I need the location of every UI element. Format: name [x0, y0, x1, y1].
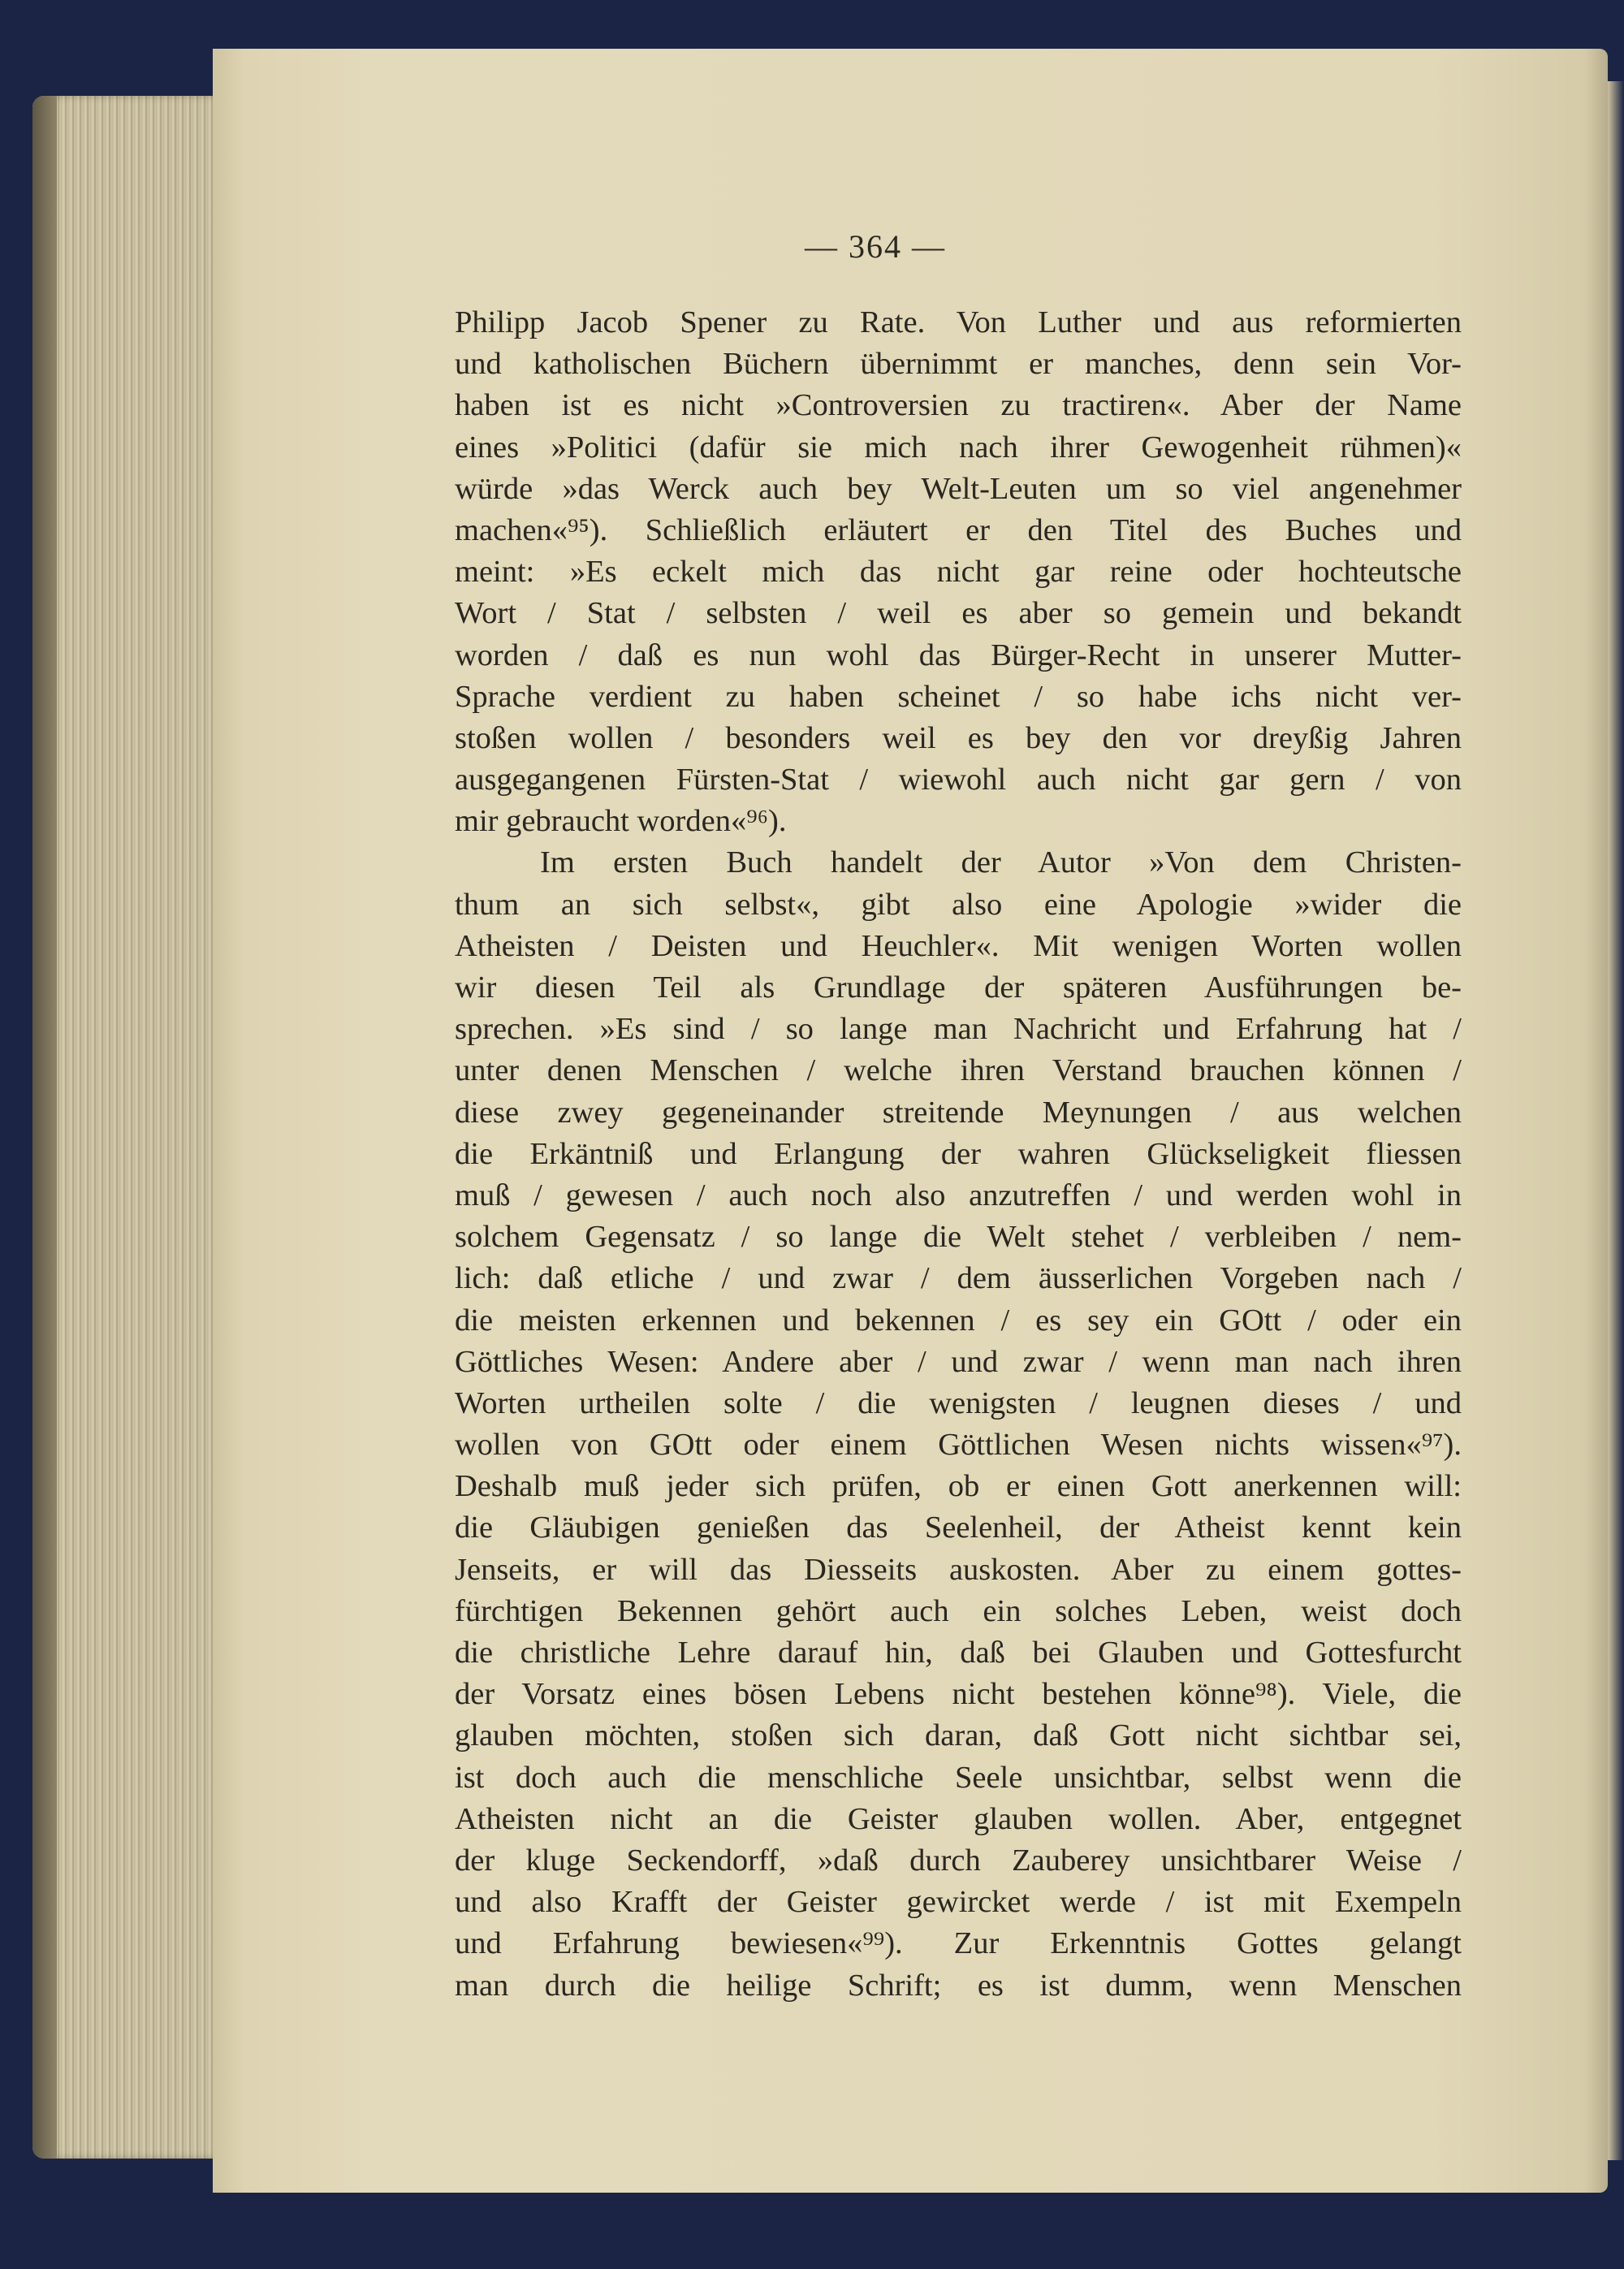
text-line: Sprache verdient zu haben scheinet / so habe ichs nicht ver- [455, 679, 1462, 714]
text-line: ausgegangenen Fürsten-Stat / wiewohl auch nicht gar gern / von [455, 763, 1462, 797]
text-line: Atheisten / Deisten und Heuchler«. Mit wenigen Worten wollen [455, 928, 1462, 963]
page-number: — 364 — [805, 228, 946, 265]
text-line: meint: »Es eckelt mich das nicht gar reine oder hochteutsche [455, 555, 1462, 590]
text-line: machen«⁹⁵). Schließlich erläutert er den Titel des Buches und [455, 512, 1462, 547]
text-line: wir diesen Teil als Grundlage der späteren Ausführungen be- [455, 970, 1462, 1005]
text-line: Jenseits, er will das Diesseits auskosten. Aber zu einem gottes- [455, 1552, 1462, 1587]
text-line: ist doch auch die menschliche Seele unsichtbar, selbst wenn die [455, 1760, 1462, 1795]
text-line: Deshalb muß jeder sich prüfen, ob er einen Gott anerkennen will: [455, 1469, 1462, 1504]
text-line: würde »das Werck auch bey Welt-Leuten um so viel angenehmer [455, 471, 1462, 506]
text-line: eines »Politici (dafür sie mich nach ihrer Gewogenheit rühmen)« [455, 430, 1462, 465]
body-text [455, 302, 1462, 2007]
text-line: und Erfahrung bewiesen«⁹⁹). Zur Erkenntnis Gottes gelangt [455, 1926, 1462, 1961]
text-line: Göttliches Wesen: Andere aber / und zwar / wenn man nach ihren [455, 1344, 1462, 1379]
text-line: solchem Gegensatz / so lange die Welt stehet / verbleiben / nem- [455, 1220, 1462, 1255]
text-line: der Vorsatz eines bösen Lebens nicht bestehen könne⁹⁸). Viele, die [455, 1677, 1462, 1712]
text-line: worden / daß es nun wohl das Bürger-Recht in unserer Mutter- [455, 637, 1462, 672]
text-line: Im ersten Buch handelt der Autor »Von dem Christen- [540, 845, 1462, 880]
text-line: haben ist es nicht »Controversien zu tractiren«. Aber der Name [455, 388, 1462, 423]
text-line: Worten urtheilen solte / die wenigsten / leugnen dieses / und [455, 1385, 1462, 1420]
text-line: thum an sich selbst«, gibt also eine Apologie »wider die [455, 887, 1462, 922]
text-line: die Erkäntniß und Erlangung der wahren Glückseligkeit fliessen [455, 1136, 1462, 1171]
text-line: und also Krafft der Geister gewircket werde / ist mit Exempeln [455, 1885, 1462, 1920]
text-line: Philipp Jacob Spener zu Rate. Von Luther und aus reformierten [455, 305, 1462, 339]
text-line: wollen von GOtt oder einem Göttlichen Wesen nichts wissen«⁹⁷). [455, 1428, 1462, 1463]
text-line: fürchtigen Bekennen gehört auch ein solches Leben, weist doch [455, 1593, 1462, 1628]
text-line: und katholischen Büchern übernimmt er manches, denn sein Vor- [455, 347, 1462, 382]
text-line: die christliche Lehre darauf hin, daß bei Glauben und Gottesfurcht [455, 1636, 1462, 1670]
text-line: Wort / Stat / selbsten / weil es aber so gemein und bekandt [455, 596, 1462, 631]
text-line: sprechen. »Es sind / so lange man Nachricht und Erfahrung hat / [455, 1012, 1462, 1047]
text-line: mir gebraucht worden«⁹⁶). [455, 804, 787, 839]
text-line: Atheisten nicht an die Geister glauben wollen. Aber, entgegnet [455, 1801, 1462, 1836]
text-line: die meisten erkennen und bekennen / es sey ein GOtt / oder ein [455, 1303, 1462, 1338]
book-spine-shadow [32, 96, 57, 2159]
text-line: unter denen Menschen / welche ihren Verstand brauchen können / [455, 1053, 1462, 1088]
text-line: diese zwey gegeneinander streitende Meynungen / aus welchen [455, 1095, 1462, 1130]
text-line: der kluge Seckendorff, »daß durch Zauberey unsichtbarer Weise / [455, 1843, 1462, 1878]
text-line: glauben möchten, stoßen sich daran, daß Gott nicht sichtbar sei, [455, 1718, 1462, 1753]
book-page-edges [32, 96, 227, 2159]
text-line: stoßen wollen / besonders weil es bey den vor dreyßig Jahren [455, 720, 1462, 755]
text-line: lich: daß etliche / und zwar / dem äusserlichen Vorgeben nach / [455, 1261, 1462, 1296]
text-line: man durch die heilige Schrift; es ist dumm, wenn Menschen [455, 1968, 1462, 2003]
text-line: die Gläubigen genießen das Seelenheil, der Atheist kennt kein [455, 1511, 1462, 1545]
text-line: muß / gewesen / auch noch also anzutreffen / und werden wohl in [455, 1178, 1462, 1212]
